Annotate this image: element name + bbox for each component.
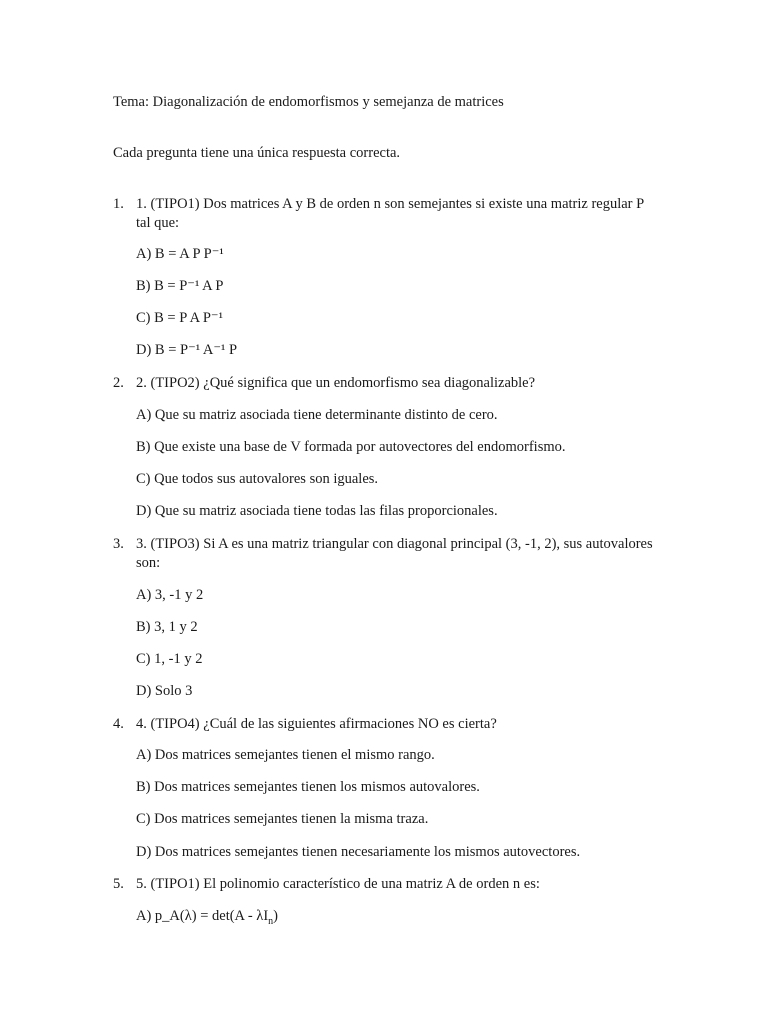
instructions-text: Cada pregunta tiene una única respuesta correcta.: [113, 145, 401, 161]
closing-parenthesis: ): [273, 908, 279, 924]
answer-option-c[interactable]: C) B = P A P⁻¹: [136, 310, 223, 326]
document-title: Tema: Diagonalización de endomorfismos y semejanza de matrices: [113, 94, 504, 110]
question-number: 4.: [113, 716, 124, 732]
answer-option-c[interactable]: C) 1, -1 y 2: [136, 651, 203, 667]
answer-option-a[interactable]: A) Dos matrices semejantes tienen el mismo rango.: [136, 747, 435, 763]
question-number: 2.: [113, 375, 124, 391]
answer-option-a[interactable]: A) B = A P P⁻¹: [136, 246, 224, 262]
question-stem: 3. (TIPO3) Si A es una matriz triangular con diagonal principal (3, -1, 2), sus autovalores: [136, 536, 653, 552]
answer-option-d[interactable]: D) B = P⁻¹ A⁻¹ P: [136, 342, 238, 358]
answer-option-d[interactable]: D) Dos matrices semejantes tienen necesariamente los mismos autovectores.: [136, 844, 581, 860]
question-number: 3.: [113, 536, 124, 552]
answer-option-b[interactable]: B) B = P⁻¹ A P: [136, 278, 224, 294]
question-stem: 2. (TIPO2) ¿Qué significa que un endomorfismo sea diagonalizable?: [136, 375, 536, 391]
answer-option-d[interactable]: D) Solo 3: [136, 683, 193, 699]
question-stem: 4. (TIPO4) ¿Cuál de las siguientes afirmaciones NO es cierta?: [136, 716, 497, 732]
answer-option-b[interactable]: B) 3, 1 y 2: [136, 619, 198, 635]
answer-option-b[interactable]: B) Dos matrices semejantes tienen los mismos autovalores.: [136, 779, 480, 795]
answer-option-a-text: A) p_A(λ) = det(A - λI: [136, 908, 269, 924]
question-number: 1.: [113, 196, 124, 212]
answer-option-b[interactable]: B) Que existe una base de V formada por autovectores del endomorfismo.: [136, 439, 566, 455]
answer-option-a[interactable]: A) 3, -1 y 2: [136, 587, 204, 603]
answer-option-c[interactable]: C) Que todos sus autovalores son iguales.: [136, 471, 379, 487]
question-stem-continuation: son:: [136, 555, 161, 571]
answer-option-c[interactable]: C) Dos matrices semejantes tienen la misma traza.: [136, 811, 429, 827]
subscript-n: n: [268, 915, 274, 927]
question-stem-continuation: tal que:: [136, 215, 180, 231]
question-number: 5.: [113, 876, 124, 892]
answer-option-d[interactable]: D) Que su matriz asociada tiene todas las filas proporcionales.: [136, 503, 498, 519]
question-stem: 1. (TIPO1) Dos matrices A y B de orden n son semejantes si existe una matriz regular P: [136, 196, 645, 212]
answer-option-a[interactable]: A) Que su matriz asociada tiene determinante distinto de cero.: [136, 407, 498, 423]
answer-option-a[interactable]: [136, 907, 278, 931]
question-stem: 5. (TIPO1) El polinomio característico de una matriz A de orden n es:: [136, 876, 540, 892]
